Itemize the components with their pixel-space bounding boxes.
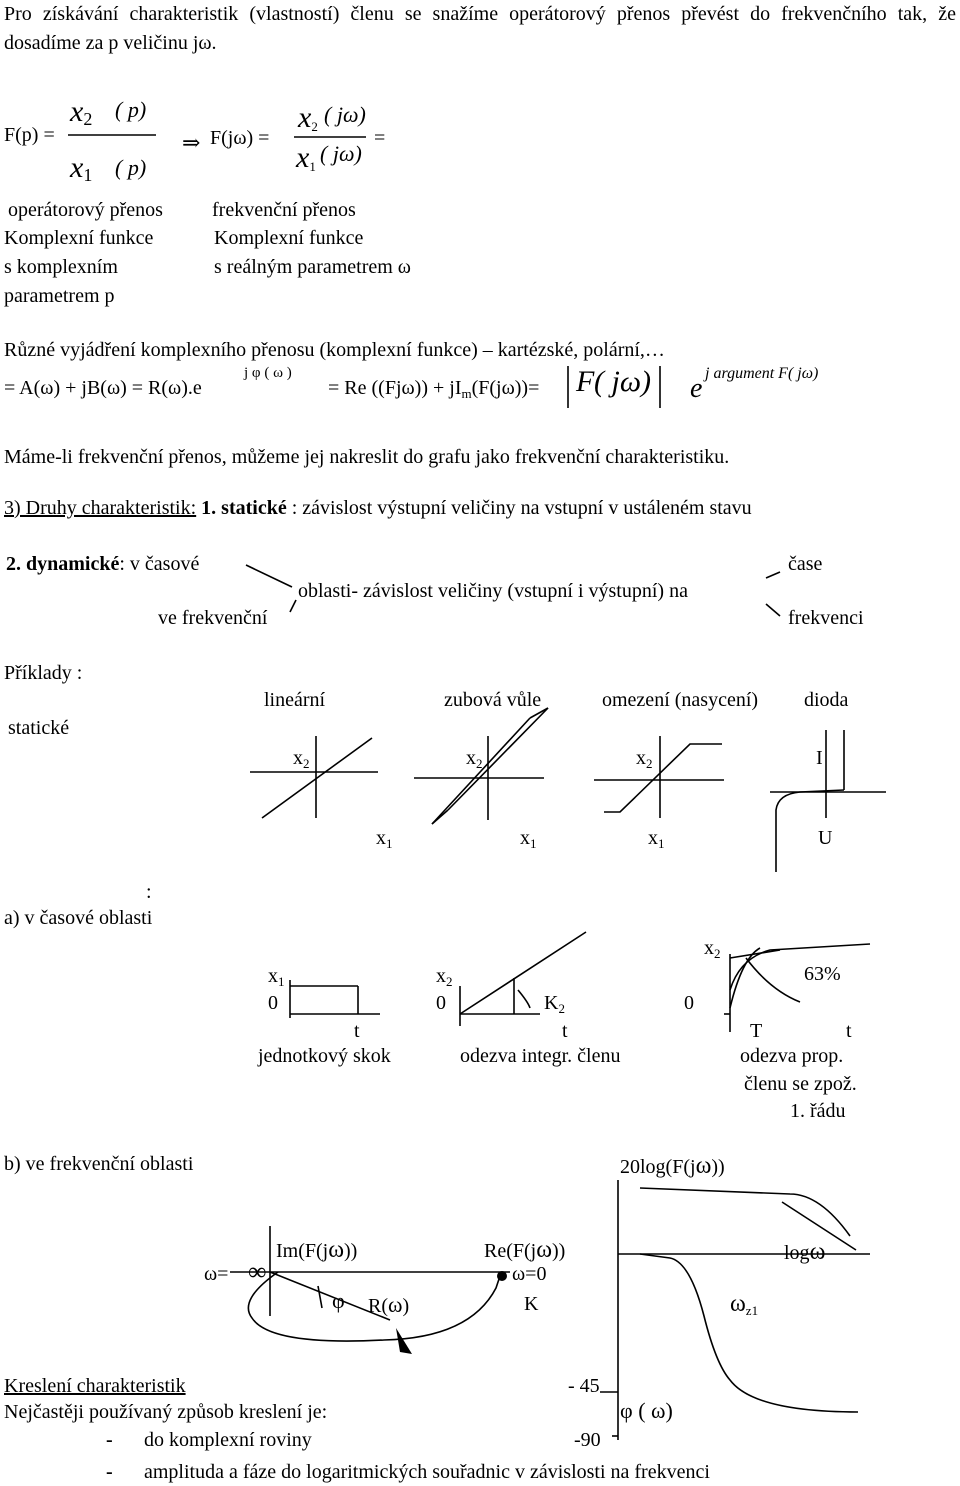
prop-T: T — [750, 1020, 763, 1042]
linearni-label: lineární — [264, 689, 326, 711]
implies-arrow: ⇒ — [182, 130, 201, 155]
right-desc-3: s reálným parametrem ω — [214, 256, 411, 278]
backlash-graph — [414, 708, 548, 824]
brace-line-4 — [766, 604, 780, 616]
complex-eq-left: = A(ω) + jB(ω) = R(ω).e — [4, 377, 202, 399]
r-omega-label: R(ω) — [368, 1292, 410, 1317]
intro-paragraph: Pro získávání charakteristik (vlastností) členu se snažíme operátorový přenos převést do frekvenčního tak, že dosadíme za p veličinu jω. — [4, 3, 956, 54]
zubova-label: zubová vůle — [444, 689, 542, 711]
dynamicke-label: 2. dynamické: v časové — [6, 553, 200, 575]
left-desc-4: parametrem p — [4, 285, 115, 307]
re-label: Re(F(jω)) — [484, 1237, 566, 1263]
time-heading: a) v časové oblasti — [4, 907, 153, 929]
prop-x2: $x_2$ — [704, 937, 721, 961]
lin-x1: $x_1$ — [376, 827, 393, 851]
dynamicke-case: čase — [788, 553, 823, 575]
skok-caption: jednotkový skok — [258, 1045, 391, 1067]
infinity-symbol: ∞ — [248, 1257, 267, 1286]
list-item-2: amplituda a fáze do logaritmických souřadnic v závislosti na frekvenci — [144, 1461, 710, 1483]
left-desc-2: Komplexní funkce — [4, 227, 154, 249]
complex-eq-mid-full: = Re $((Fj\omega)) + jI_m(F(j\omega))=$ — [328, 377, 540, 401]
dioda-label: dioda — [804, 689, 849, 711]
abs-jw: ( jω) — [594, 365, 651, 398]
omega-inf-label: ω= — [204, 1263, 229, 1285]
dynamicke-middle: oblasti- závislost veličiny (vstupní i výstupní) na — [298, 580, 688, 602]
freq-heading: b) ve frekvenční oblasti — [4, 1153, 194, 1175]
formula-p-num: ( p) — [115, 97, 147, 122]
exp-e: e — [690, 373, 703, 404]
left-desc-1: operátorový přenos — [8, 199, 163, 221]
prop-63: 63% — [804, 963, 841, 985]
zub-x2: $x_2$ — [466, 747, 483, 771]
omez-x2: $x_2$ — [636, 747, 653, 771]
diode-graph — [770, 730, 886, 872]
formula-p-den: ( p) — [115, 155, 147, 180]
exp-argument: j argument F( jω) — [705, 365, 819, 382]
brace-line-1 — [246, 565, 292, 587]
omega-zero-label: ω=0 — [512, 1263, 547, 1285]
prop-zero: 0 — [684, 992, 694, 1014]
omezeni-label: omezení (nasycení) — [602, 689, 759, 711]
prop-t: t — [846, 1020, 852, 1042]
dynamicke-frekvenci: frekvenci — [788, 607, 864, 629]
minus90-label: -90 — [574, 1429, 601, 1451]
formula-jw-den: ( jω) — [320, 141, 362, 166]
integr-caption: odezva integr. členu — [460, 1045, 621, 1067]
formula-f-p: F(p) = — [4, 124, 55, 146]
list-item-1: do komplexní roviny — [144, 1429, 312, 1451]
lin-x2: $x_2$ — [293, 747, 310, 771]
integr-x2: $x_2$ — [436, 965, 453, 989]
bode-plot — [600, 1180, 870, 1440]
formula-x1b: $x_1$ — [296, 141, 316, 174]
prop-caption-1: odezva prop. — [740, 1045, 844, 1067]
log-amplitude-label: 20log(F(jω)) — [620, 1153, 725, 1179]
k-label: K — [524, 1293, 539, 1315]
first-order-graph — [724, 944, 870, 1032]
log-omega-label: logω — [784, 1239, 826, 1265]
formula-x2b: $x_2$ — [298, 101, 318, 134]
formula-f-jw: F(jω) = — [210, 127, 270, 149]
linear-graph — [250, 736, 378, 818]
skok-x1: $x_1$ — [268, 965, 285, 989]
saturation-graph — [594, 736, 724, 818]
zub-x1: $x_1$ — [520, 827, 537, 851]
phi-label: φ — [332, 1288, 345, 1313]
prop-caption-2: členu se zpož. — [744, 1073, 857, 1095]
time-colon: : — [146, 881, 152, 903]
unit-step-graph — [290, 980, 380, 1018]
dynamicke-frekvencni: ve frekvenční — [158, 607, 268, 629]
complex-heading: Různé vyjádření komplexního přenosu (komplexní funkce) – kartézské, polární,… — [4, 339, 665, 361]
kresleni-heading: Kreslení charakteristik — [4, 1375, 186, 1397]
skok-t: t — [354, 1020, 360, 1042]
integr-t: t — [562, 1020, 568, 1042]
formula-x1: $x_1$ — [70, 151, 93, 185]
left-desc-3: s komplexním — [4, 256, 118, 278]
integr-k2: $K_2$ — [544, 992, 565, 1016]
priklady-label: Příklady : — [4, 662, 83, 684]
skok-zero: 0 — [268, 992, 278, 1014]
brace-line-2 — [290, 600, 296, 612]
list-dash-2: - — [106, 1461, 113, 1483]
formula-equals: = — [374, 127, 386, 149]
druhy-line: 3) Druhy charakteristik: 1. statické : závislost výstupní veličiny na vstupní v ustáleném stavu — [4, 497, 752, 519]
integr-zero: 0 — [436, 992, 446, 1014]
complex-exp: j φ ( ω ) — [244, 365, 292, 381]
formula-jw-num: ( jω) — [324, 102, 366, 127]
nejcasteji-text: Nejčastěji používaný způsob kreslení je: — [4, 1401, 328, 1423]
mame-li-text: Máme-li frekvenční přenos, můžeme jej nakreslit do grafu jako frekvenční charakteristiku. — [4, 446, 730, 468]
polar-plot — [230, 1226, 510, 1354]
dioda-u: U — [818, 827, 833, 849]
phi-omega-label: φ ( ω) — [620, 1398, 673, 1423]
brace-line-3 — [766, 572, 780, 578]
omega-z1-label: $\omega_{z1}$ — [730, 1291, 759, 1318]
right-desc-2: Komplexní funkce — [214, 227, 364, 249]
list-dash-1: - — [106, 1429, 113, 1451]
dioda-i: I — [816, 747, 823, 769]
minus45-label: - 45 — [568, 1375, 600, 1397]
omez-x1: $x_1$ — [648, 827, 665, 851]
integrator-graph — [460, 932, 586, 1026]
right-desc-1: frekvenční přenos — [212, 199, 356, 221]
formula-x2: $x_2$ — [70, 95, 93, 129]
prop-caption-3: 1. řádu — [790, 1100, 846, 1122]
abs-f: F — [576, 365, 595, 398]
im-label: Im(F(jω)) — [276, 1237, 358, 1263]
staticke-label: statické — [8, 717, 70, 739]
